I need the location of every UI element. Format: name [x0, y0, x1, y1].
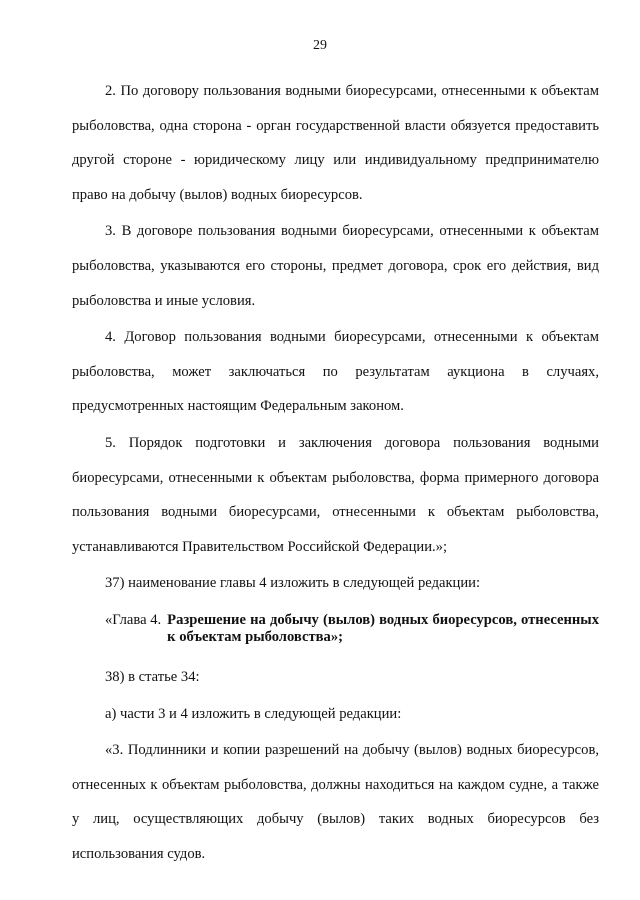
amendment-37: 37) наименование главы 4 изложить в следующей редакции: [105, 575, 481, 592]
paragraph-4: 4. Договор пользования водными биоресурсами, отнесенными к объектам рыболовства, может заключаться по результатам аукциона в случаях, предусмотренных настоящим Федеральным законом. [72, 329, 599, 415]
page-number: 29 [313, 38, 327, 53]
paragraph-3: 3. В договоре пользования водными биоресурсами, отнесенными к объектам рыболовства, указываются его стороны, предмет договора, срок его действия, вид рыболовства и иные условия. [72, 223, 599, 309]
chapter-lead: «Глава 4. [105, 611, 162, 628]
chapter-title: Разрешение на добычу (вылов) водных биоресурсов, отнесенных к объектам рыболовства [167, 611, 599, 645]
amendment-38: 38) в статье 34: [105, 668, 200, 685]
chapter-title-block [167, 612, 599, 646]
paragraph-2: 2. По договору пользования водными биоресурсами, отнесенными к объектам рыболовства, одна сторона - орган государственной власти обязуется предоставить другой стороне - юридическому лицу или индивидуальному предпринимателю право на добычу (вылов) водных биоресурсов. [72, 83, 599, 203]
chapter-heading [72, 612, 599, 646]
chapter-tail: »; [330, 628, 343, 645]
amendment-38-a: а) части 3 и 4 изложить в следующей редакции: [105, 705, 402, 722]
paragraph-5: 5. Порядок подготовки и заключения договора пользования водными биоресурсами, отнесенными к объектам рыболовства, форма примерного договора пользования водными биоресурсами, отнесенными к объектам рыболовства, устанавливаются Правительством Российской Федерации.»; [72, 434, 599, 555]
document-body [72, 74, 599, 871]
paragraph-new-3: «3. Подлинники и копии разрешений на добычу (вылов) водных биоресурсов, отнесенных к объектам рыболовства, должны находиться на каждом судне, а также у лиц, осуществляющих добычу (вылов) таких водных биоресурсов без использования судов. [72, 742, 599, 862]
